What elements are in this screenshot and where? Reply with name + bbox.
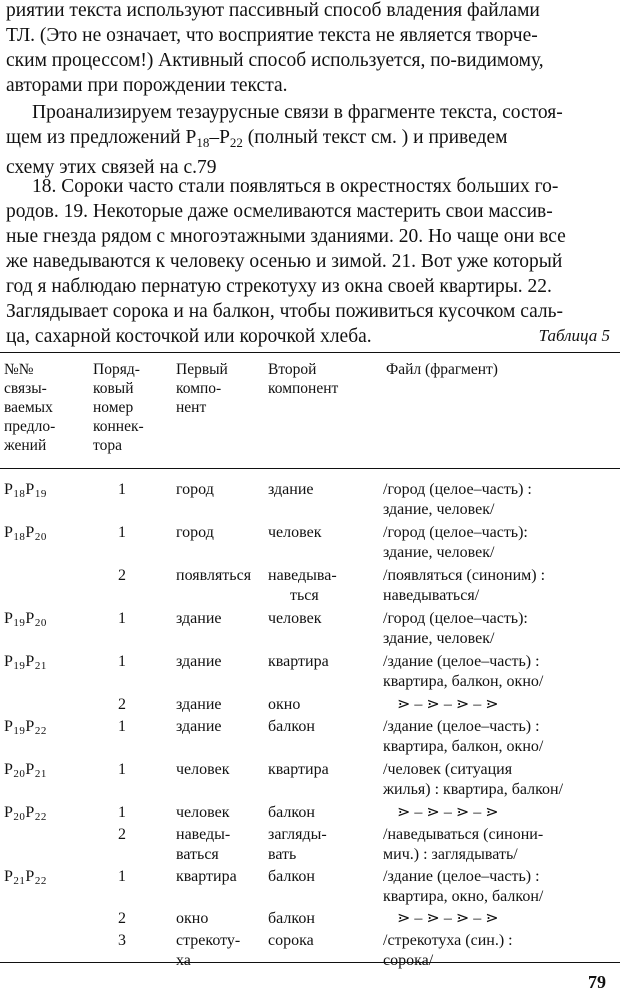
text-line: авторами при порождении текста. <box>6 75 288 96</box>
paragraph-1 <box>6 0 614 98</box>
page-number: 79 <box>588 972 606 992</box>
text-line: год я наблюдаю пернатую стрекотуху из окна своей квартиры. 22. <box>6 276 552 297</box>
header-connector-number: Поряд- ковый номер коннек- тора <box>93 361 144 454</box>
second-component: сорока <box>268 932 314 949</box>
table-caption: Таблица 5 <box>538 326 610 345</box>
second-component: балкон <box>268 910 315 927</box>
connector-number: 1 <box>118 481 126 498</box>
text-line: Проанализируем тезаурусные связи в фрагменте текста, состоя- <box>32 102 563 123</box>
connector-number: 2 <box>118 696 126 713</box>
table-top-rule <box>0 352 620 353</box>
table-header-rule <box>0 468 620 469</box>
connector-number: 1 <box>118 761 126 778</box>
sentence-pair: $P_{19}P_{21}$ <box>4 653 47 672</box>
file-fragment: /появляться (синоним) : наведываться/ <box>383 567 546 604</box>
second-component: человек <box>268 524 322 541</box>
second-component: человек <box>268 610 322 627</box>
connector-number: 1 <box>118 718 126 735</box>
text-line-formula <box>6 125 614 155</box>
header-pairs: №№ связы- ваемых предло- жений <box>4 361 56 454</box>
text-line: ные гнезда рядом с многоэтажными зданиями. 20. Но чаще они все <box>6 226 566 247</box>
second-component: квартира <box>268 653 329 670</box>
first-component: здание <box>176 653 222 670</box>
file-fragment: /город (целое–часть): здание, человек/ <box>383 524 528 561</box>
file-fragment: ⋗ – ⋗ – ⋗ – ⋗ <box>397 696 499 713</box>
formula-p22: $P_{22}$ <box>219 127 243 150</box>
file-fragment: ⋗ – ⋗ – ⋗ – ⋗ <box>397 804 499 821</box>
connector-number: 1 <box>118 653 126 670</box>
formula-p18: $P_{18}$ <box>185 127 210 150</box>
file-fragment: /человек (ситуация жилья) : квартира, балкон/ <box>383 761 564 798</box>
second-component: балкон <box>268 868 315 885</box>
first-component: здание <box>176 696 222 713</box>
text-line: же наведываются к человеку осенью и зимой. 21. Вот уже который <box>6 251 563 272</box>
connector-number: 1 <box>118 868 126 885</box>
second-component: загляды- вать <box>268 826 327 863</box>
dash: – <box>209 127 220 148</box>
sentence-pair: $P_{20}P_{21}$ <box>4 761 47 780</box>
first-component: окно <box>176 910 209 927</box>
text-line: 18. Сороки часто стали появляться в окрестностях больших го- <box>32 176 559 197</box>
sentence-pair: $P_{18}P_{20}$ <box>4 524 47 543</box>
second-component: наведыва- ться <box>268 567 337 604</box>
text-line: ТЛ. (Это не означает, что восприятие текста не является творче- <box>6 25 538 46</box>
text-line: Заглядывает сорока и на балкон, чтобы поживиться кусочком саль- <box>6 301 564 322</box>
text-line: родов. 19. Некоторые даже осмеливаются мастерить свои массив- <box>6 201 553 222</box>
header-second-component: Второй компонент <box>268 361 339 397</box>
file-fragment: ⋗ – ⋗ – ⋗ – ⋗ <box>397 910 499 927</box>
connector-number: 1 <box>118 610 126 627</box>
file-fragment: /здание (целое–часть) : квартира, балкон, окно/ <box>383 718 544 755</box>
file-fragment: /город (целое–часть) : здание, человек/ <box>383 481 532 518</box>
text-line: схему этих связей на с.79 <box>6 157 217 178</box>
connector-number: 3 <box>118 932 126 949</box>
sentence-pair: $P_{21}P_{22}$ <box>4 868 47 887</box>
sentence-pair: $P_{20}P_{22}$ <box>4 804 47 823</box>
first-component: город <box>176 481 214 498</box>
connector-number: 1 <box>118 524 126 541</box>
file-fragment: /город (целое–часть): здание, человек/ <box>383 610 528 647</box>
first-component: человек <box>176 804 230 821</box>
sentence-pair: $P_{18}P_{19}$ <box>4 481 47 500</box>
text-line: риятии текста используют пассивный способ владения файлами <box>6 0 540 21</box>
connector-number: 2 <box>118 910 126 927</box>
connector-number: 2 <box>118 826 126 843</box>
second-component: балкон <box>268 718 315 735</box>
text-line: ца, сахарной косточкой или корочкой хлеба. <box>6 326 372 347</box>
first-component: человек <box>176 761 230 778</box>
first-component: наведы- ваться <box>176 826 231 863</box>
file-fragment: /здание (целое–часть) : квартира, балкон, окно/ <box>383 653 544 690</box>
second-component: балкон <box>268 804 315 821</box>
text-fragment: (полный текст см. ) и приведем <box>242 127 508 148</box>
connector-number: 2 <box>118 567 126 584</box>
file-fragment: /стрекотуха (син.) : сорока/ <box>383 932 513 969</box>
paragraph-2 <box>6 100 614 180</box>
header-file-fragment: Файл (фрагмент) <box>386 361 498 378</box>
sentence-pair: $P_{19}P_{22}$ <box>4 718 47 737</box>
connector-number: 1 <box>118 804 126 821</box>
table-bottom-rule <box>0 962 620 963</box>
first-component: стрекоту- ха <box>176 932 241 969</box>
text-line: ским процессом!) Активный способ используется, по-видимому, <box>6 50 544 71</box>
paragraph-3 <box>6 174 614 349</box>
first-component: появляться <box>176 567 252 584</box>
second-component: квартира <box>268 761 329 778</box>
first-component: город <box>176 524 214 541</box>
file-fragment: /наведываться (синони- мич.) : заглядывать/ <box>383 826 544 863</box>
first-component: здание <box>176 610 222 627</box>
text-fragment: щем из предложений <box>6 127 186 148</box>
header-first-component: Первый компо- нент <box>176 361 228 416</box>
second-component: окно <box>268 696 301 713</box>
sentence-pair: $P_{19}P_{20}$ <box>4 610 47 629</box>
second-component: здание <box>268 481 314 498</box>
first-component: здание <box>176 718 222 735</box>
first-component: квартира <box>176 868 237 885</box>
file-fragment: /здание (целое–часть) : квартира, окно, балкон/ <box>383 868 544 905</box>
